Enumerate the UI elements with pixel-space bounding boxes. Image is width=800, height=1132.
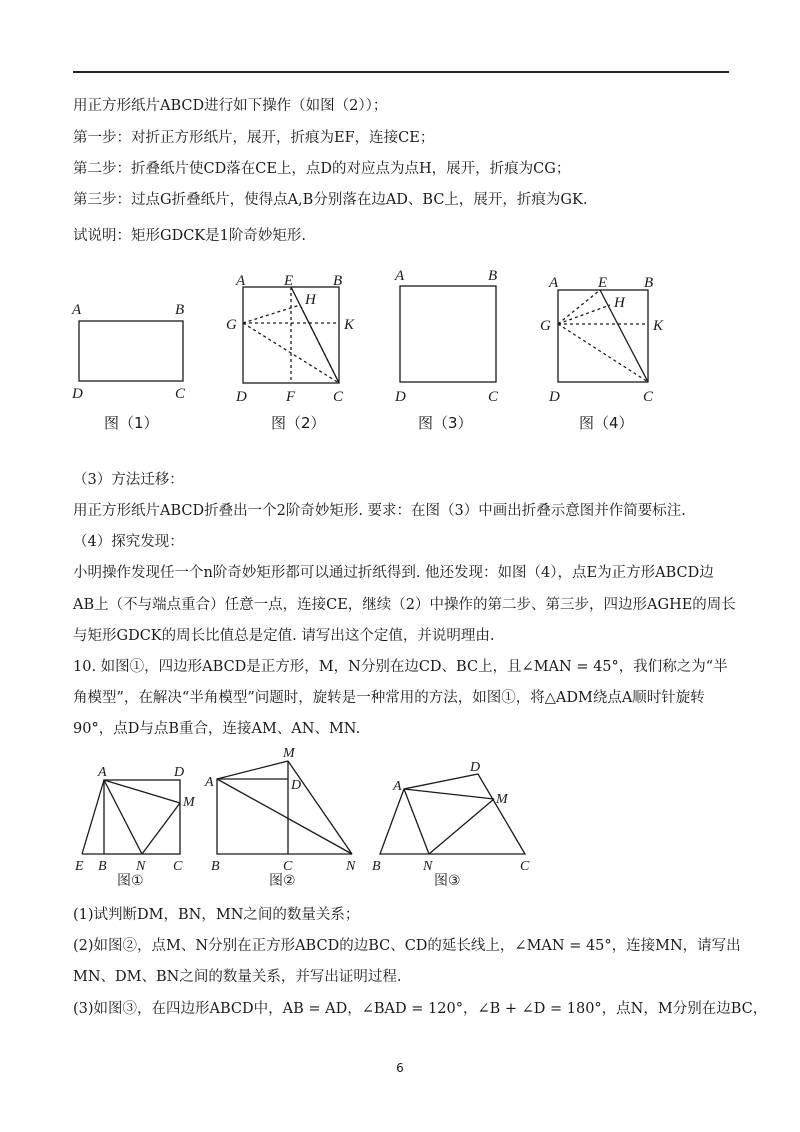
figure-circle-3 <box>380 774 525 854</box>
text-line: 试说明：矩形GDCK是1阶奇妙矩形. <box>73 228 306 244</box>
text-line: 10. 如图①，四边形ABCD是正方形，M，N分别在边CD、BC上，且∠MAN = 45°，我们称之为“半 <box>73 659 728 675</box>
label-A: A <box>98 765 107 780</box>
label-E: E <box>598 275 608 291</box>
label-G: G <box>226 317 237 333</box>
label-D: D <box>72 386 83 402</box>
caption-fig4: 图（4） <box>579 414 634 432</box>
text-line: (3)如图③，在四边形ABCD中，AB = AD，∠BAD = 120°，∠B + ∠D = 180°，点N，M分别在边BC， <box>73 1001 768 1017</box>
caption-fig1: 图（1） <box>104 414 159 432</box>
page-number: 6 <box>396 1061 404 1075</box>
quadrilateral-abcd <box>380 774 525 854</box>
text-line: 第一步：对折正方形纸片，展开，折痕为EF，连接CE； <box>73 130 435 146</box>
square-abcd <box>558 290 648 382</box>
label-A: A <box>393 779 402 794</box>
label-H: H <box>305 292 316 308</box>
label-B: B <box>488 268 498 284</box>
label-D: D <box>291 778 302 793</box>
segment-an <box>104 780 142 854</box>
segment-am <box>404 789 494 799</box>
label-K: K <box>653 318 664 334</box>
label-N: N <box>346 859 356 874</box>
label-A: A <box>236 273 246 289</box>
segment-am <box>104 780 180 803</box>
label-B: B <box>175 302 185 318</box>
caption-fig3: 图（3） <box>418 414 473 432</box>
rectangle-abcd <box>79 321 183 381</box>
text-line: 角模型”，在解决“半角模型”问题时，旋转是一种常用的方法，如图①，将△ADM绕点A顺时针旋转 <box>73 690 705 706</box>
label-A: A <box>72 302 82 318</box>
label-N: N <box>136 859 146 874</box>
segment-am <box>217 761 288 779</box>
caption-figA: 图① <box>117 873 144 889</box>
label-N: N <box>423 859 433 874</box>
segment-ge <box>558 290 600 324</box>
label-M: M <box>283 746 295 761</box>
text-line: 用正方形纸片ABCD折叠出一个2阶奇妙矩形. 要求：在图（3）中画出折叠示意图并作简要标注. <box>73 503 686 519</box>
segment-mn <box>429 799 494 854</box>
text-line: 第二步：折叠纸片使CD落在CE上，点D的对应点为点H，展开，折痕为CG； <box>73 161 571 177</box>
segment-gh <box>558 305 610 324</box>
label-D: D <box>395 389 406 405</box>
label-C: C <box>520 859 530 874</box>
figure-3-labels <box>394 268 499 432</box>
label-E: E <box>75 859 84 874</box>
label-C: C <box>643 389 654 405</box>
square-abcd <box>217 779 288 854</box>
segment-an <box>217 779 352 854</box>
text-line: AB上（不与端点重合）任意一点，连接CE，继续（2）中操作的第二步、第三步，四边形AGHE的周长 <box>73 597 736 613</box>
label-D: D <box>174 765 185 780</box>
label-G: G <box>540 318 551 334</box>
label-A: A <box>205 775 214 790</box>
figure-circle-2-labels <box>204 746 356 889</box>
label-A: A <box>549 275 559 291</box>
label-B: B <box>372 859 381 874</box>
figure-2 <box>243 287 339 383</box>
figure-3 <box>400 286 496 382</box>
label-H: H <box>614 295 625 311</box>
figure-1 <box>79 321 183 381</box>
segment-ae <box>82 780 104 854</box>
segment-mn <box>288 761 352 854</box>
text-line: 用正方形纸片ABCD进行如下操作（如图（2））； <box>73 98 388 114</box>
label-B: B <box>333 273 343 289</box>
label-C: C <box>175 386 186 402</box>
square-abcd <box>400 286 496 382</box>
figure-circle-1-labels <box>74 765 196 889</box>
figure-4 <box>558 290 648 382</box>
label-B: B <box>644 275 654 291</box>
text-line: （3）方法迁移： <box>73 472 184 488</box>
text-line: (1)试判断DM，BN，MN之间的数量关系； <box>73 907 360 923</box>
label-K: K <box>344 317 355 333</box>
figure-circle-1 <box>82 780 180 854</box>
label-D: D <box>236 389 247 405</box>
label-A: A <box>395 268 405 284</box>
label-F: F <box>286 389 296 405</box>
label-M: M <box>183 795 195 810</box>
text-line: 与矩形GDCK的周长比值总是定值. 请写出这个定值，并说明理由. <box>73 628 495 644</box>
label-C: C <box>488 389 499 405</box>
label-B: B <box>211 859 220 874</box>
text-line: 90°，点D与点B重合，连接AM、AN、MN. <box>73 721 361 737</box>
caption-figB: 图② <box>269 873 296 889</box>
label-D: D <box>549 389 560 405</box>
label-B: B <box>98 859 107 874</box>
label-D: D <box>470 760 481 775</box>
fold-cg <box>558 324 648 382</box>
label-C: C <box>173 859 183 874</box>
text-line: (2)如图②，点M、N分别在正方形ABCD的边BC、CD的延长线上，∠MAN = 45°，连接MN，请写出 <box>73 938 741 954</box>
caption-fig2: 图（2） <box>271 414 326 432</box>
label-C: C <box>333 389 344 405</box>
segment-an <box>404 789 429 854</box>
text-line: MN、DM、BN之间的数量关系，并写出证明过程. <box>73 969 402 985</box>
label-C: C <box>283 859 293 874</box>
label-E: E <box>284 273 294 289</box>
segment-mn <box>142 803 180 854</box>
text-line: 小明操作发现任一个n阶奇妙矩形都可以通过折纸得到. 他还发现：如图（4），点E为正方形ABCD边 <box>73 565 714 581</box>
label-M: M <box>496 792 508 807</box>
text-line: （4）探究发现： <box>73 534 184 550</box>
caption-figC: 图③ <box>434 873 461 889</box>
figure-circle-2 <box>217 761 352 854</box>
text-line: 第三步：过点G折叠纸片，使得点A,B分别落在边AD、BC上，展开，折痕为GK. <box>73 192 588 208</box>
